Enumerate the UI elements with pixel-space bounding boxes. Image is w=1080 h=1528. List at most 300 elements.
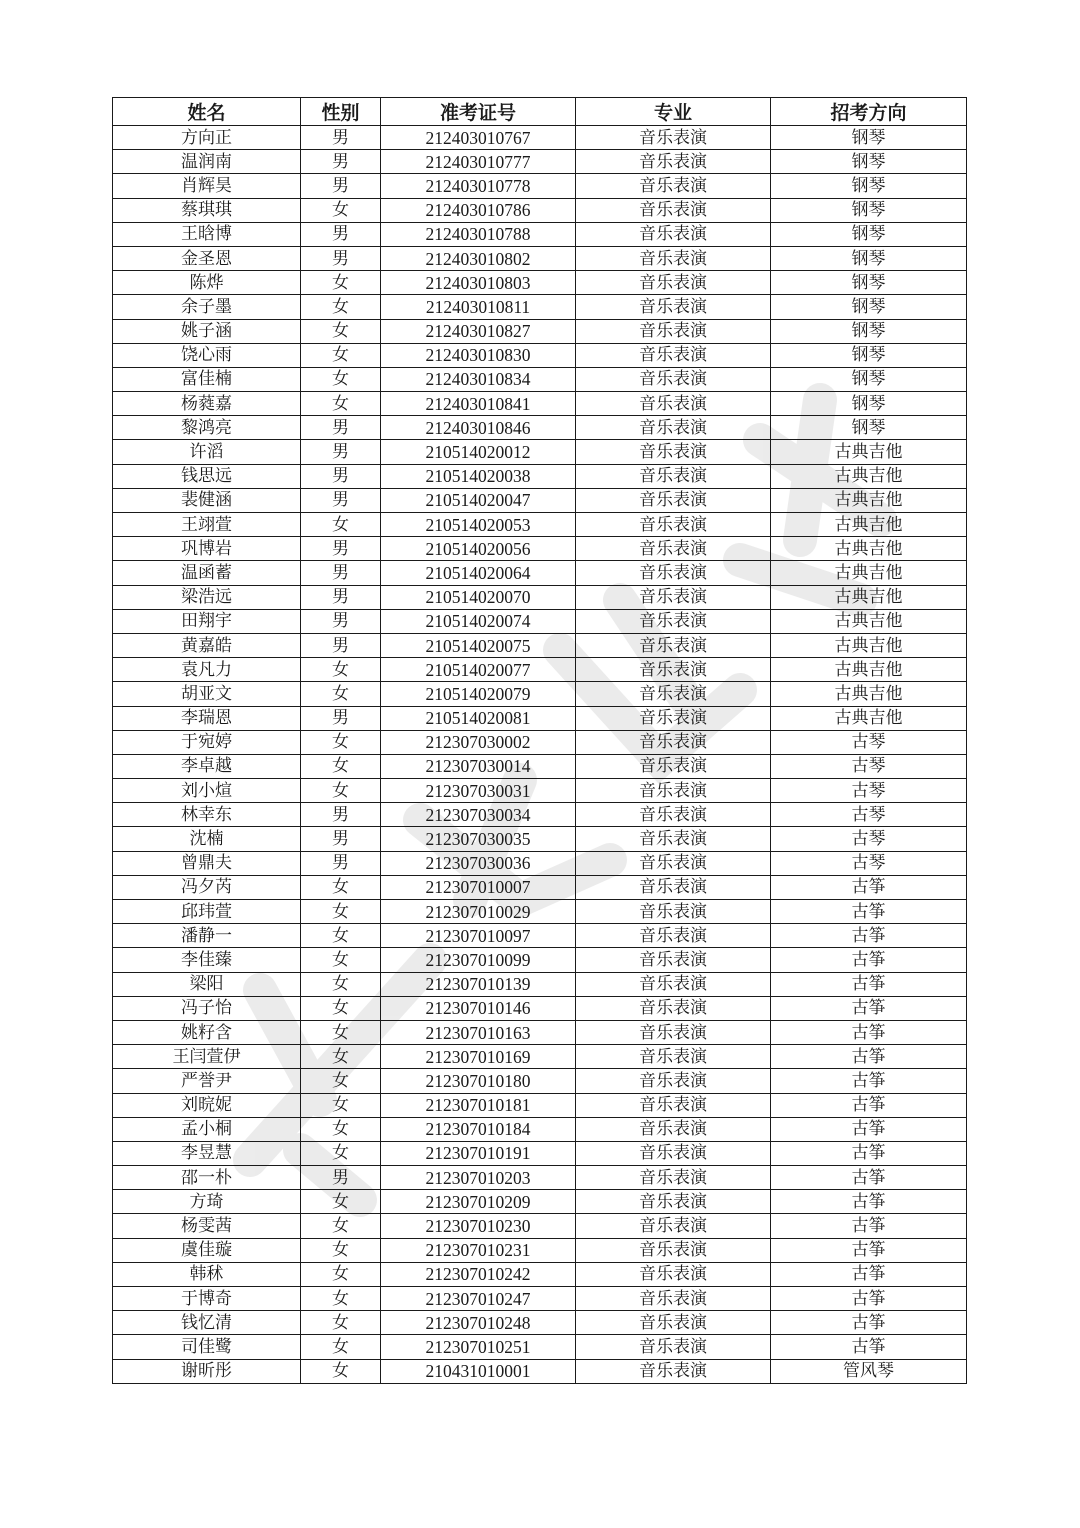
table-row <box>113 633 967 657</box>
cell-name: 黄嘉皓 <box>113 633 301 657</box>
cell-gender: 男 <box>301 537 381 561</box>
cell-gender: 男 <box>301 609 381 633</box>
cell-name: 袁凡力 <box>113 658 301 682</box>
cell-major: 音乐表演 <box>576 1093 771 1117</box>
cell-direction: 古琴 <box>771 803 967 827</box>
cell-name: 严誉尹 <box>113 1069 301 1093</box>
cell-exam-number: 212403010786 <box>381 198 576 222</box>
cell-major: 音乐表演 <box>576 295 771 319</box>
cell-major: 音乐表演 <box>576 440 771 464</box>
cell-name: 谢昕彤 <box>113 1359 301 1383</box>
cell-exam-number: 212307010231 <box>381 1238 576 1262</box>
cell-direction: 古筝 <box>771 1335 967 1359</box>
cell-exam-number: 212307010247 <box>381 1287 576 1311</box>
table-row <box>113 924 967 948</box>
cell-gender: 女 <box>301 1311 381 1335</box>
cell-name: 虞佳璇 <box>113 1238 301 1262</box>
cell-major: 音乐表演 <box>576 1238 771 1262</box>
table-row <box>113 1166 967 1190</box>
table-row <box>113 1141 967 1165</box>
cell-name: 梁浩远 <box>113 585 301 609</box>
cell-direction: 古典吉他 <box>771 682 967 706</box>
cell-direction: 古典吉他 <box>771 488 967 512</box>
cell-major: 音乐表演 <box>576 1190 771 1214</box>
cell-gender: 女 <box>301 1069 381 1093</box>
cell-exam-number: 212307010097 <box>381 924 576 948</box>
cell-major: 音乐表演 <box>576 803 771 827</box>
cell-name: 孟小桐 <box>113 1117 301 1141</box>
cell-major: 音乐表演 <box>576 948 771 972</box>
cell-gender: 女 <box>301 1093 381 1117</box>
cell-gender: 女 <box>301 367 381 391</box>
cell-name: 冯子怡 <box>113 996 301 1020</box>
table-row <box>113 150 967 174</box>
cell-direction: 钢琴 <box>771 343 967 367</box>
cell-direction: 古筝 <box>771 1045 967 1069</box>
table-row <box>113 706 967 730</box>
cell-direction: 钢琴 <box>771 174 967 198</box>
table-row <box>113 440 967 464</box>
cell-exam-number: 212307030035 <box>381 827 576 851</box>
table-row <box>113 996 967 1020</box>
cell-name: 杨蕤嘉 <box>113 392 301 416</box>
cell-major: 音乐表演 <box>576 779 771 803</box>
cell-name: 陈烨 <box>113 271 301 295</box>
cell-name: 余子墨 <box>113 295 301 319</box>
cell-direction: 古筝 <box>771 1287 967 1311</box>
cell-name: 刘小煊 <box>113 779 301 803</box>
cell-exam-number: 212307010242 <box>381 1262 576 1286</box>
cell-major: 音乐表演 <box>576 900 771 924</box>
cell-direction: 古琴 <box>771 827 967 851</box>
cell-exam-number: 212403010846 <box>381 416 576 440</box>
cell-gender: 女 <box>301 779 381 803</box>
cell-exam-number: 212403010767 <box>381 126 576 150</box>
header-major: 专业 <box>576 98 771 126</box>
cell-major: 音乐表演 <box>576 537 771 561</box>
cell-major: 音乐表演 <box>576 1311 771 1335</box>
cell-major: 音乐表演 <box>576 174 771 198</box>
cell-gender: 男 <box>301 803 381 827</box>
cell-gender: 女 <box>301 1287 381 1311</box>
table-row <box>113 513 967 537</box>
cell-direction: 古筝 <box>771 1190 967 1214</box>
table-row <box>113 754 967 778</box>
cell-exam-number: 212307010209 <box>381 1190 576 1214</box>
cell-name: 许滔 <box>113 440 301 464</box>
cell-direction: 古筝 <box>771 996 967 1020</box>
cell-gender: 男 <box>301 585 381 609</box>
cell-exam-number: 212403010827 <box>381 319 576 343</box>
table-row <box>113 658 967 682</box>
cell-exam-number: 212307010181 <box>381 1093 576 1117</box>
cell-exam-number: 212403010802 <box>381 246 576 270</box>
cell-name: 饶心雨 <box>113 343 301 367</box>
cell-direction: 钢琴 <box>771 367 967 391</box>
cell-exam-number: 212307030036 <box>381 851 576 875</box>
table-row <box>113 1262 967 1286</box>
cell-direction: 古典吉他 <box>771 706 967 730</box>
cell-major: 音乐表演 <box>576 513 771 537</box>
cell-direction: 古典吉他 <box>771 440 967 464</box>
table-row <box>113 295 967 319</box>
cell-exam-number: 210514020064 <box>381 561 576 585</box>
cell-exam-number: 210514020070 <box>381 585 576 609</box>
cell-name: 田翔宇 <box>113 609 301 633</box>
cell-gender: 女 <box>301 996 381 1020</box>
cell-direction: 古筝 <box>771 972 967 996</box>
cell-major: 音乐表演 <box>576 343 771 367</box>
cell-exam-number: 212403010788 <box>381 222 576 246</box>
header-name: 姓名 <box>113 98 301 126</box>
cell-name: 钱思远 <box>113 464 301 488</box>
cell-direction: 古筝 <box>771 1020 967 1044</box>
table-header-row <box>113 98 967 126</box>
cell-gender: 男 <box>301 851 381 875</box>
cell-direction: 古筝 <box>771 1069 967 1093</box>
cell-exam-number: 210514020081 <box>381 706 576 730</box>
cell-direction: 古筝 <box>771 1141 967 1165</box>
cell-name: 王翊萱 <box>113 513 301 537</box>
table-row <box>113 875 967 899</box>
cell-exam-number: 212307010184 <box>381 1117 576 1141</box>
cell-gender: 男 <box>301 464 381 488</box>
cell-name: 王闫萱伊 <box>113 1045 301 1069</box>
cell-major: 音乐表演 <box>576 392 771 416</box>
cell-name: 金圣恩 <box>113 246 301 270</box>
cell-major: 音乐表演 <box>576 416 771 440</box>
table-row <box>113 827 967 851</box>
table-row <box>113 1214 967 1238</box>
cell-gender: 女 <box>301 295 381 319</box>
table-row <box>113 1190 967 1214</box>
table-row <box>113 464 967 488</box>
cell-exam-number: 210514020053 <box>381 513 576 537</box>
cell-major: 音乐表演 <box>576 633 771 657</box>
cell-name: 冯夕芮 <box>113 875 301 899</box>
cell-gender: 女 <box>301 900 381 924</box>
cell-major: 音乐表演 <box>576 367 771 391</box>
cell-major: 音乐表演 <box>576 198 771 222</box>
cell-name: 李卓越 <box>113 754 301 778</box>
cell-exam-number: 212403010841 <box>381 392 576 416</box>
cell-name: 方琦 <box>113 1190 301 1214</box>
cell-exam-number: 212307030014 <box>381 754 576 778</box>
cell-exam-number: 210514020038 <box>381 464 576 488</box>
cell-gender: 女 <box>301 319 381 343</box>
cell-direction: 古典吉他 <box>771 464 967 488</box>
table-row <box>113 972 967 996</box>
table-row <box>113 392 967 416</box>
cell-major: 音乐表演 <box>576 851 771 875</box>
cell-gender: 男 <box>301 561 381 585</box>
cell-exam-number: 210514020075 <box>381 633 576 657</box>
cell-gender: 女 <box>301 1335 381 1359</box>
cell-name: 姚子涵 <box>113 319 301 343</box>
cell-major: 音乐表演 <box>576 271 771 295</box>
cell-name: 裴健涵 <box>113 488 301 512</box>
cell-exam-number: 212403010834 <box>381 367 576 391</box>
cell-direction: 古筝 <box>771 1117 967 1141</box>
cell-exam-number: 212307010029 <box>381 900 576 924</box>
cell-direction: 钢琴 <box>771 416 967 440</box>
cell-direction: 古典吉他 <box>771 537 967 561</box>
cell-name: 温函蓄 <box>113 561 301 585</box>
cell-name: 司佳鹭 <box>113 1335 301 1359</box>
cell-exam-number: 212307030002 <box>381 730 576 754</box>
table-row <box>113 222 967 246</box>
cell-exam-number: 210514020012 <box>381 440 576 464</box>
cell-major: 音乐表演 <box>576 1166 771 1190</box>
cell-direction: 古典吉他 <box>771 609 967 633</box>
table-row <box>113 585 967 609</box>
cell-gender: 女 <box>301 730 381 754</box>
cell-gender: 女 <box>301 1190 381 1214</box>
cell-direction: 古筝 <box>771 875 967 899</box>
table-row <box>113 1311 967 1335</box>
cell-gender: 女 <box>301 343 381 367</box>
cell-name: 姚籽含 <box>113 1020 301 1044</box>
cell-gender: 女 <box>301 271 381 295</box>
cell-major: 音乐表演 <box>576 1262 771 1286</box>
cell-gender: 女 <box>301 392 381 416</box>
table-row <box>113 900 967 924</box>
cell-name: 钱忆清 <box>113 1311 301 1335</box>
table-row <box>113 1359 967 1383</box>
cell-gender: 女 <box>301 1262 381 1286</box>
cell-exam-number: 210431010001 <box>381 1359 576 1383</box>
cell-direction: 钢琴 <box>771 222 967 246</box>
cell-gender: 女 <box>301 948 381 972</box>
cell-direction: 管风琴 <box>771 1359 967 1383</box>
cell-gender: 男 <box>301 150 381 174</box>
cell-exam-number: 212307010251 <box>381 1335 576 1359</box>
cell-gender: 女 <box>301 1214 381 1238</box>
cell-exam-number: 212307010191 <box>381 1141 576 1165</box>
cell-direction: 古典吉他 <box>771 561 967 585</box>
cell-exam-number: 212307010139 <box>381 972 576 996</box>
table-row <box>113 609 967 633</box>
cell-direction: 古筝 <box>771 900 967 924</box>
header-direction: 招考方向 <box>771 98 967 126</box>
table-row <box>113 319 967 343</box>
cell-exam-number: 212403010811 <box>381 295 576 319</box>
cell-gender: 男 <box>301 416 381 440</box>
table-body <box>113 126 967 1384</box>
cell-exam-number: 210514020047 <box>381 488 576 512</box>
cell-major: 音乐表演 <box>576 561 771 585</box>
cell-direction: 古筝 <box>771 1166 967 1190</box>
cell-exam-number: 212307030034 <box>381 803 576 827</box>
cell-gender: 女 <box>301 754 381 778</box>
cell-direction: 钢琴 <box>771 295 967 319</box>
header-exam-number: 准考证号 <box>381 98 576 126</box>
cell-major: 音乐表演 <box>576 488 771 512</box>
cell-major: 音乐表演 <box>576 827 771 851</box>
header-gender: 性别 <box>301 98 381 126</box>
table-row <box>113 271 967 295</box>
cell-major: 音乐表演 <box>576 1359 771 1383</box>
cell-major: 音乐表演 <box>576 924 771 948</box>
cell-major: 音乐表演 <box>576 464 771 488</box>
cell-gender: 男 <box>301 827 381 851</box>
cell-direction: 钢琴 <box>771 246 967 270</box>
cell-name: 胡亚文 <box>113 682 301 706</box>
admission-roster-table <box>112 97 967 1384</box>
cell-gender: 女 <box>301 1020 381 1044</box>
cell-direction: 钢琴 <box>771 271 967 295</box>
cell-name: 潘静一 <box>113 924 301 948</box>
cell-major: 音乐表演 <box>576 1045 771 1069</box>
cell-exam-number: 210514020056 <box>381 537 576 561</box>
cell-direction: 钢琴 <box>771 319 967 343</box>
cell-name: 韩秫 <box>113 1262 301 1286</box>
table-row <box>113 416 967 440</box>
cell-gender: 女 <box>301 972 381 996</box>
cell-name: 蔡琪琪 <box>113 198 301 222</box>
cell-gender: 男 <box>301 440 381 464</box>
cell-gender: 女 <box>301 1238 381 1262</box>
cell-major: 音乐表演 <box>576 658 771 682</box>
cell-direction: 古筝 <box>771 948 967 972</box>
cell-gender: 男 <box>301 1166 381 1190</box>
cell-major: 音乐表演 <box>576 754 771 778</box>
cell-gender: 女 <box>301 1359 381 1383</box>
cell-major: 音乐表演 <box>576 1287 771 1311</box>
cell-name: 杨雯茜 <box>113 1214 301 1238</box>
table-row <box>113 1069 967 1093</box>
cell-gender: 男 <box>301 633 381 657</box>
cell-major: 音乐表演 <box>576 1020 771 1044</box>
cell-name: 邵一朴 <box>113 1166 301 1190</box>
table-row <box>113 730 967 754</box>
cell-major: 音乐表演 <box>576 1141 771 1165</box>
cell-exam-number: 212307010007 <box>381 875 576 899</box>
cell-major: 音乐表演 <box>576 150 771 174</box>
cell-exam-number: 212403010830 <box>381 343 576 367</box>
cell-exam-number: 212403010803 <box>381 271 576 295</box>
cell-name: 肖辉昊 <box>113 174 301 198</box>
table-row <box>113 198 967 222</box>
cell-exam-number: 212307010169 <box>381 1045 576 1069</box>
cell-gender: 女 <box>301 875 381 899</box>
cell-exam-number: 212403010777 <box>381 150 576 174</box>
cell-direction: 古筝 <box>771 1214 967 1238</box>
cell-major: 音乐表演 <box>576 1214 771 1238</box>
table-row <box>113 246 967 270</box>
table-row <box>113 1117 967 1141</box>
cell-direction: 古典吉他 <box>771 633 967 657</box>
cell-gender: 女 <box>301 1045 381 1069</box>
cell-major: 音乐表演 <box>576 1117 771 1141</box>
cell-direction: 古琴 <box>771 754 967 778</box>
cell-gender: 女 <box>301 924 381 948</box>
cell-major: 音乐表演 <box>576 706 771 730</box>
cell-name: 王晗博 <box>113 222 301 246</box>
table-row <box>113 126 967 150</box>
cell-direction: 古筝 <box>771 1311 967 1335</box>
cell-name: 方向正 <box>113 126 301 150</box>
table-row <box>113 1093 967 1117</box>
cell-major: 音乐表演 <box>576 730 771 754</box>
table-row <box>113 1020 967 1044</box>
cell-major: 音乐表演 <box>576 126 771 150</box>
cell-direction: 古典吉他 <box>771 585 967 609</box>
cell-direction: 古典吉他 <box>771 513 967 537</box>
cell-name: 梁阳 <box>113 972 301 996</box>
table-row <box>113 1287 967 1311</box>
cell-direction: 钢琴 <box>771 150 967 174</box>
cell-direction: 古筝 <box>771 924 967 948</box>
cell-name: 于博奇 <box>113 1287 301 1311</box>
cell-direction: 古典吉他 <box>771 658 967 682</box>
cell-exam-number: 212307010099 <box>381 948 576 972</box>
cell-gender: 男 <box>301 246 381 270</box>
cell-gender: 女 <box>301 682 381 706</box>
table-row <box>113 851 967 875</box>
cell-exam-number: 212307010230 <box>381 1214 576 1238</box>
cell-name: 刘晥妮 <box>113 1093 301 1117</box>
cell-name: 邱玮萱 <box>113 900 301 924</box>
table-row <box>113 1335 967 1359</box>
cell-gender: 女 <box>301 1117 381 1141</box>
cell-name: 曾鼎夫 <box>113 851 301 875</box>
cell-gender: 男 <box>301 174 381 198</box>
cell-major: 音乐表演 <box>576 682 771 706</box>
cell-major: 音乐表演 <box>576 319 771 343</box>
cell-name: 沈楠 <box>113 827 301 851</box>
cell-major: 音乐表演 <box>576 875 771 899</box>
cell-name: 巩博岩 <box>113 537 301 561</box>
cell-major: 音乐表演 <box>576 609 771 633</box>
table-row <box>113 343 967 367</box>
table-row <box>113 1045 967 1069</box>
table-row <box>113 803 967 827</box>
cell-name: 李瑞恩 <box>113 706 301 730</box>
cell-direction: 古筝 <box>771 1238 967 1262</box>
cell-exam-number: 210514020079 <box>381 682 576 706</box>
cell-gender: 女 <box>301 198 381 222</box>
cell-major: 音乐表演 <box>576 222 771 246</box>
cell-name: 林幸东 <box>113 803 301 827</box>
cell-name: 于宛婷 <box>113 730 301 754</box>
cell-name: 富佳楠 <box>113 367 301 391</box>
cell-major: 音乐表演 <box>576 585 771 609</box>
cell-exam-number: 212307010203 <box>381 1166 576 1190</box>
table-row <box>113 561 967 585</box>
cell-exam-number: 212403010778 <box>381 174 576 198</box>
cell-direction: 古琴 <box>771 851 967 875</box>
table-row <box>113 367 967 391</box>
cell-gender: 女 <box>301 1141 381 1165</box>
cell-direction: 古琴 <box>771 730 967 754</box>
cell-major: 音乐表演 <box>576 1069 771 1093</box>
cell-direction: 古筝 <box>771 1093 967 1117</box>
table-row <box>113 948 967 972</box>
cell-gender: 男 <box>301 706 381 730</box>
cell-gender: 男 <box>301 488 381 512</box>
cell-direction: 古琴 <box>771 779 967 803</box>
cell-major: 音乐表演 <box>576 996 771 1020</box>
cell-direction: 古筝 <box>771 1262 967 1286</box>
table-row <box>113 174 967 198</box>
cell-major: 音乐表演 <box>576 1335 771 1359</box>
cell-exam-number: 212307010163 <box>381 1020 576 1044</box>
cell-gender: 男 <box>301 126 381 150</box>
cell-direction: 钢琴 <box>771 198 967 222</box>
table-row <box>113 537 967 561</box>
cell-name: 李昱慧 <box>113 1141 301 1165</box>
